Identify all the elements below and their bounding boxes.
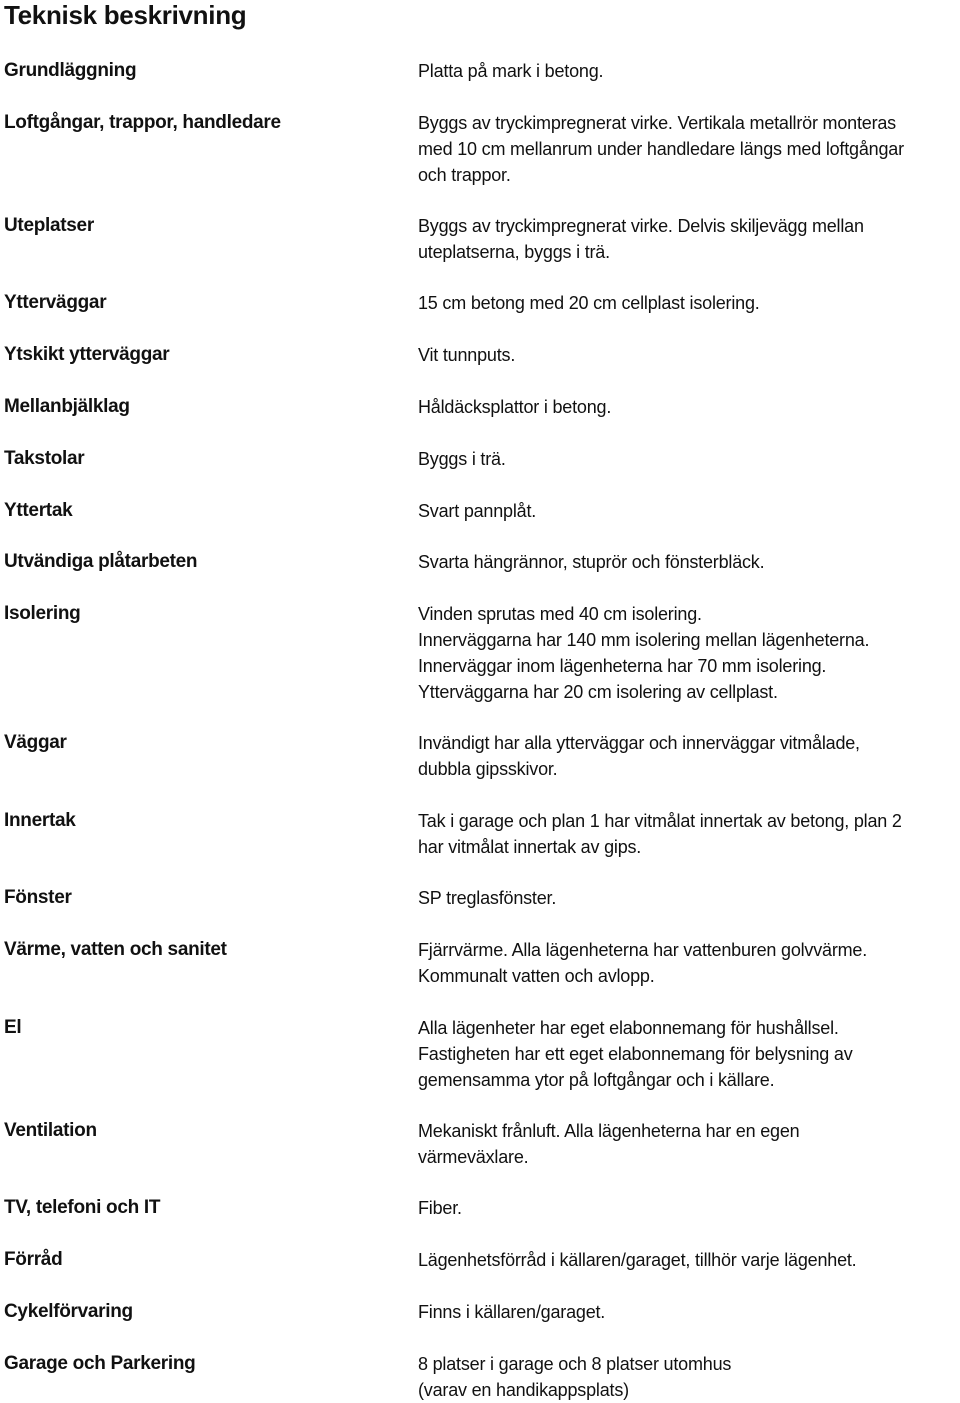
spec-value-line: Finns i källaren/garaget. [418, 1302, 606, 1322]
spec-value-line: dubbla gipsskivor. [418, 759, 558, 779]
spec-value [418, 1299, 958, 1325]
spec-label: TV, telefoni och IT [4, 1197, 161, 1218]
spec-value [418, 110, 958, 188]
spec-value [418, 1015, 958, 1093]
spec-value-line: uteplatserna, byggs i trä. [418, 242, 610, 262]
spec-value [418, 549, 958, 575]
spec-value-line: Byggs av tryckimpregnerat virke. Delvis skiljevägg mellan [418, 216, 864, 236]
spec-label: Förråd [4, 1249, 63, 1270]
spec-value-line: Mekaniskt frånluft. Alla lägenheterna har en egen [418, 1121, 800, 1141]
spec-label: Cykelförvaring [4, 1301, 133, 1322]
spec-label: Innertak [4, 810, 76, 831]
spec-label: Loftgångar, trappor, handledare [4, 112, 281, 133]
spec-value-line: Fastigheten har ett eget elabonnemang för belysning av [418, 1044, 853, 1064]
spec-value-line: och trappor. [418, 165, 511, 185]
spec-value [418, 808, 958, 860]
spec-value [418, 601, 958, 705]
spec-value-line: Tak i garage och plan 1 har vitmålat innertak av betong, plan 2 [418, 811, 902, 831]
spec-label: Ventilation [4, 1120, 97, 1141]
spec-value-line: Innerväggar inom lägenheterna har 70 mm isolering. [418, 656, 827, 676]
spec-value-line: Byggs i trä. [418, 449, 506, 469]
spec-label: Mellanbjälklag [4, 396, 130, 417]
spec-label: Ytskikt ytterväggar [4, 344, 170, 365]
spec-value [418, 213, 958, 265]
spec-value-line: Alla lägenheter har eget elabonnemang för hushållsel. [418, 1018, 839, 1038]
spec-value-line: Ytterväggarna har 20 cm isolering av cellplast. [418, 682, 778, 702]
spec-label: Grundläggning [4, 60, 137, 81]
spec-value [418, 58, 958, 84]
spec-value-line: Platta på mark i betong. [418, 61, 604, 81]
spec-value-line: 8 platser i garage och 8 platser utomhus [418, 1354, 732, 1374]
spec-value-line: med 10 cm mellanrum under handledare längs med loftgångar [418, 139, 904, 159]
spec-value [418, 342, 958, 368]
spec-label: Takstolar [4, 448, 85, 469]
spec-value-line: Fiber. [418, 1198, 462, 1218]
spec-label: Yttertak [4, 500, 73, 521]
spec-value-line: värmeväxlare. [418, 1147, 529, 1167]
spec-value [418, 1351, 958, 1403]
spec-label: Fönster [4, 887, 72, 908]
spec-value-line: Byggs av tryckimpregnerat virke. Vertikala metallrör monteras [418, 113, 896, 133]
spec-label: Garage och Parkering [4, 1353, 196, 1374]
spec-value-line: 15 cm betong med 20 cm cellplast isolering. [418, 293, 760, 313]
spec-label: Isolering [4, 603, 81, 624]
spec-value [418, 1195, 958, 1221]
spec-label: Utvändiga plåtarbeten [4, 551, 198, 572]
spec-value-line: Lägenhetsförråd i källaren/garaget, tillhör varje lägenhet. [418, 1250, 857, 1270]
spec-label: Uteplatser [4, 215, 94, 236]
spec-value-line: Håldäcksplattor i betong. [418, 397, 612, 417]
spec-value [418, 290, 958, 316]
spec-value [418, 1118, 958, 1170]
spec-value-line: Kommunalt vatten och avlopp. [418, 966, 655, 986]
spec-value [418, 446, 958, 472]
page-title: Teknisk beskrivning [4, 0, 247, 30]
spec-label: Ytterväggar [4, 292, 107, 313]
spec-value [418, 885, 958, 911]
spec-value-line: Invändigt har alla ytterväggar och innerväggar vitmålade, [418, 733, 860, 753]
spec-label: Värme, vatten och sanitet [4, 939, 227, 960]
spec-value-line: (varav en handikappsplats) [418, 1380, 629, 1400]
spec-value-line: Svart pannplåt. [418, 501, 537, 521]
spec-value [418, 1247, 958, 1273]
spec-value [418, 937, 958, 989]
spec-value-line: gemensamma ytor på loftgångar och i källare. [418, 1070, 775, 1090]
spec-value [418, 498, 958, 524]
spec-value-line: Vit tunnputs. [418, 345, 516, 365]
spec-value-line: Vinden sprutas med 40 cm isolering. [418, 604, 702, 624]
spec-value-line: SP treglasfönster. [418, 888, 557, 908]
spec-value [418, 394, 958, 420]
spec-label: Väggar [4, 732, 67, 753]
spec-value-line: Fjärrvärme. Alla lägenheterna har vattenburen golvvärme. [418, 940, 868, 960]
spec-value [418, 730, 958, 782]
spec-value-line: Innerväggarna har 140 mm isolering mellan lägenheterna. [418, 630, 870, 650]
spec-value-line: har vitmålat innertak av gips. [418, 837, 642, 857]
spec-value-line: Svarta hängrännor, stuprör och fönsterbläck. [418, 552, 765, 572]
spec-label: El [4, 1017, 22, 1038]
